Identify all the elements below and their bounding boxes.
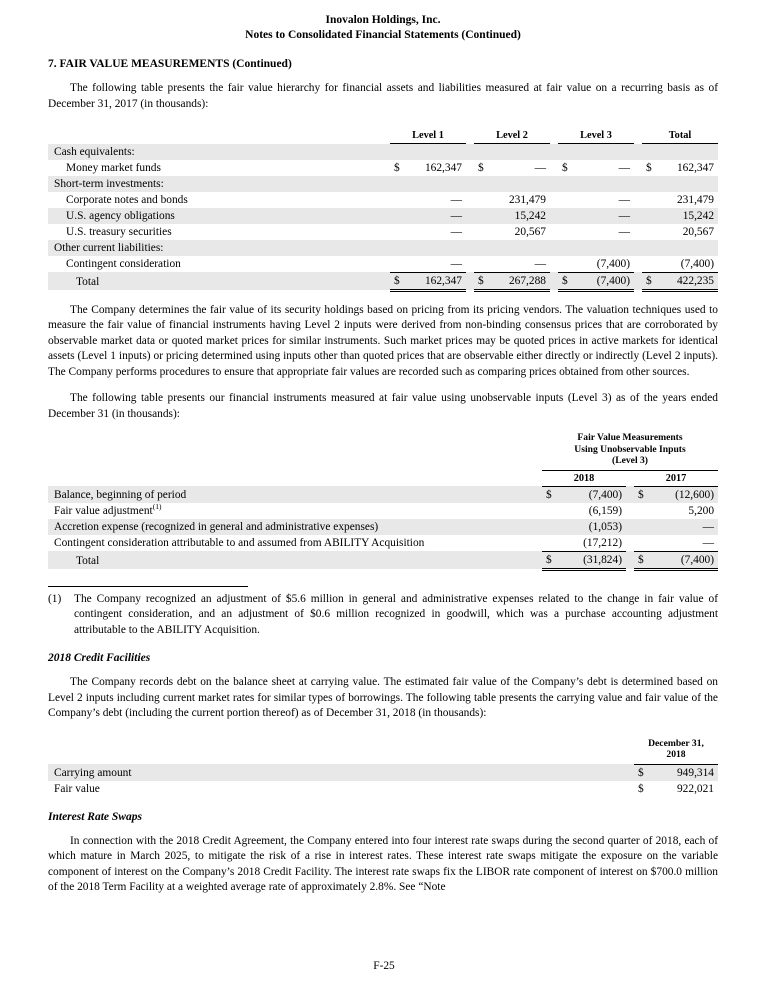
paragraph-level3-intro: The following table presents our financial instruments measured at fair value using unobservable inputs (Level 3) as of the years ended December 31 (in thousands): <box>48 392 718 420</box>
value-cell: (12,600) <box>675 488 715 501</box>
row-label: Fair value <box>54 782 100 795</box>
currency-cell: $ <box>646 161 652 174</box>
footnote-text: The Company recognized an adjustment of $5.6 million in general and administrative expenses related to the change in fair value of contingent consideration, and an adjustment of $0.6 million recognized in goodwill, which was a purchase accounting adjustment attributable to the ABILITY Acquisition. <box>74 592 718 636</box>
row-label: Corporate notes and bonds <box>66 193 188 206</box>
table-row <box>48 519 718 535</box>
row-label: Contingent consideration attributable to and assumed from ABILITY Acquisition <box>54 537 425 549</box>
value-cell: — <box>702 520 715 533</box>
table-row <box>48 208 718 224</box>
currency-cell: $ <box>394 161 400 174</box>
document-header <box>48 13 718 43</box>
document-subtitle: Notes to Consolidated Financial Statements (Continued) <box>245 29 521 41</box>
footnote-divider <box>48 586 248 587</box>
value-cell: 231,479 <box>508 193 546 206</box>
table-header-row <box>48 736 718 765</box>
value-cell: — <box>702 536 715 549</box>
footnote-marker: (1) <box>48 592 62 605</box>
row-label: Contingent consideration <box>66 258 181 270</box>
value-cell: 162,347 <box>406 272 466 290</box>
section-heading: 7. FAIR VALUE MEASUREMENTS (Continued) <box>48 58 292 70</box>
value-cell: — <box>450 257 462 270</box>
value-cell: 231,479 <box>676 193 715 206</box>
heading-interest-rate-swaps: Interest Rate Swaps <box>48 810 142 823</box>
table-row <box>48 176 718 192</box>
value-cell: 5,200 <box>688 504 715 517</box>
footnote <box>48 592 718 639</box>
currency-cell: $ <box>474 272 490 290</box>
paragraph-intro: The following table presents the fair value hierarchy for financial assets and liabilities measured at fair value on a recurring basis as of December 31, 2017 (in thousands): <box>48 82 718 110</box>
currency-cell: $ <box>558 272 574 290</box>
value-cell: (7,400) <box>680 257 715 270</box>
heading-credit-facilities: 2018 Credit Facilities <box>48 652 151 664</box>
value-cell: — <box>618 193 630 206</box>
value-cell: (7,400) <box>596 257 630 270</box>
value-cell: — <box>618 161 630 174</box>
value-cell: — <box>618 209 630 222</box>
currency-cell: $ <box>478 161 484 174</box>
table-row <box>48 503 718 519</box>
value-cell: 15,242 <box>682 209 715 222</box>
table-row <box>48 781 718 797</box>
currency-cell: $ <box>634 551 650 569</box>
row-label: U.S. treasury securities <box>66 225 172 238</box>
table-group-header-row <box>48 430 718 470</box>
row-label: Balance, beginning of period <box>54 488 187 501</box>
row-label: Carrying amount <box>54 766 132 779</box>
table-row <box>48 256 718 273</box>
currency-cell: $ <box>638 782 644 795</box>
value-cell: 267,288 <box>490 272 550 290</box>
value-cell: — <box>534 257 546 270</box>
value-cell: 162,347 <box>676 161 715 174</box>
value-cell: 15,242 <box>514 209 546 222</box>
value-cell: (1,053) <box>588 520 622 533</box>
value-cell: 922,021 <box>676 782 715 795</box>
currency-cell: $ <box>638 766 644 779</box>
debt-table <box>48 736 718 797</box>
currency-cell: $ <box>390 272 406 290</box>
value-cell: (17,212) <box>583 536 622 549</box>
page-number: F-25 <box>373 960 395 972</box>
value-cell: — <box>450 209 462 222</box>
column-header-level1: Level 1 <box>390 128 466 144</box>
table-row <box>48 486 718 503</box>
value-cell: 162,347 <box>424 161 462 174</box>
table-total-row <box>48 272 718 290</box>
row-label: Accretion expense (recognized in general and administrative expenses) <box>54 520 379 533</box>
value-cell: (7,400) <box>574 272 634 290</box>
row-label: Money market funds <box>66 161 161 174</box>
level3-table <box>48 430 718 571</box>
currency-cell: $ <box>642 272 658 290</box>
table-total-row <box>48 551 718 569</box>
value-cell: 20,567 <box>514 225 546 238</box>
table-row <box>48 240 718 256</box>
currency-cell: $ <box>542 551 558 569</box>
row-label: Total <box>76 555 100 567</box>
table-row <box>48 144 718 160</box>
paragraph-valuation: The Company determines the fair value of its security holdings based on pricing from its pricing vendors. The valuation techniques used to measure the fair value of financial instruments having Level 2 inputs were derived from non-binding consensus prices that are corroborated by observable market data or quoted market prices for similar instruments. Such market prices may be quoted prices in active markets for identical assets (Level 1 inputs) or pricing determined using inputs other than quoted prices that are observable either directly or indirectly (Level 2 inputs). The Company performs procedures to ensure that appropriate fair values are recorded such as comparing prices obtained from other sources. <box>48 303 718 378</box>
value-cell: — <box>534 161 546 174</box>
column-header-level2: Level 2 <box>474 128 550 144</box>
value-cell: — <box>450 225 462 238</box>
group-header: Fair Value Measurements Using Unobservable Inputs (Level 3) <box>542 430 718 470</box>
company-name: Inovalon Holdings, Inc. <box>325 14 441 26</box>
table-row <box>48 535 718 552</box>
value-cell: 20,567 <box>682 225 715 238</box>
value-cell: (7,400) <box>650 551 718 569</box>
column-header-level3: Level 3 <box>558 128 634 144</box>
fair-value-hierarchy-table <box>48 128 718 292</box>
row-label: Total <box>76 276 100 288</box>
value-cell: (6,159) <box>588 504 622 517</box>
column-header-total: Total <box>642 128 718 144</box>
table-row <box>48 764 718 781</box>
column-header-2017: 2017 <box>634 470 718 486</box>
column-header-date: December 31, 2018 <box>634 736 718 765</box>
currency-cell: $ <box>638 488 644 501</box>
value-cell: — <box>450 193 462 206</box>
value-cell: 422,235 <box>658 272 718 290</box>
value-cell: — <box>618 225 630 238</box>
value-cell: (7,400) <box>588 488 622 501</box>
currency-cell: $ <box>546 488 552 501</box>
paragraph-swaps: In connection with the 2018 Credit Agreement, the Company entered into four interest rate swaps during the second quarter of 2018, each of which mature in March 2025, to mitigate the risk of a rise in interest rates. These interest rate swaps mitigate the exposure on the variable component of interest on the Company’s 2018 Credit Facility. The interest rate swaps fix the LIBOR rate component of interest on $700.0 million of the 2018 Term Facility at a weighted average rate of approximately 2.8%. See “Note <box>48 834 718 893</box>
paragraph-debt: The Company records debt on the balance sheet at carrying value. The estimated fair value of the Company’s debt is determined based on Level 2 inputs including current market rates for similar types of borrowings. The following table presents the carrying value and fair value of the Company’s debt (including the current portion thereof) as of December 31, 2018 (in thousands): <box>48 676 718 719</box>
row-label: Short-term investments: <box>54 177 164 190</box>
table-row <box>48 160 718 176</box>
column-header-2018: 2018 <box>542 470 626 486</box>
value-cell: (31,824) <box>558 551 626 569</box>
table-row <box>48 192 718 208</box>
value-cell: 949,314 <box>676 766 715 779</box>
row-label: Fair value adjustment$^{(1)}$ <box>54 502 162 517</box>
currency-cell: $ <box>562 161 568 174</box>
row-label: Other current liabilities: <box>54 241 164 254</box>
table-year-header-row <box>48 470 718 486</box>
table-header-row <box>48 128 718 144</box>
table-row <box>48 224 718 240</box>
footnote-reference: (1) <box>152 502 162 511</box>
row-label: U.S. agency obligations <box>66 209 175 222</box>
row-label: Cash equivalents: <box>54 145 135 158</box>
